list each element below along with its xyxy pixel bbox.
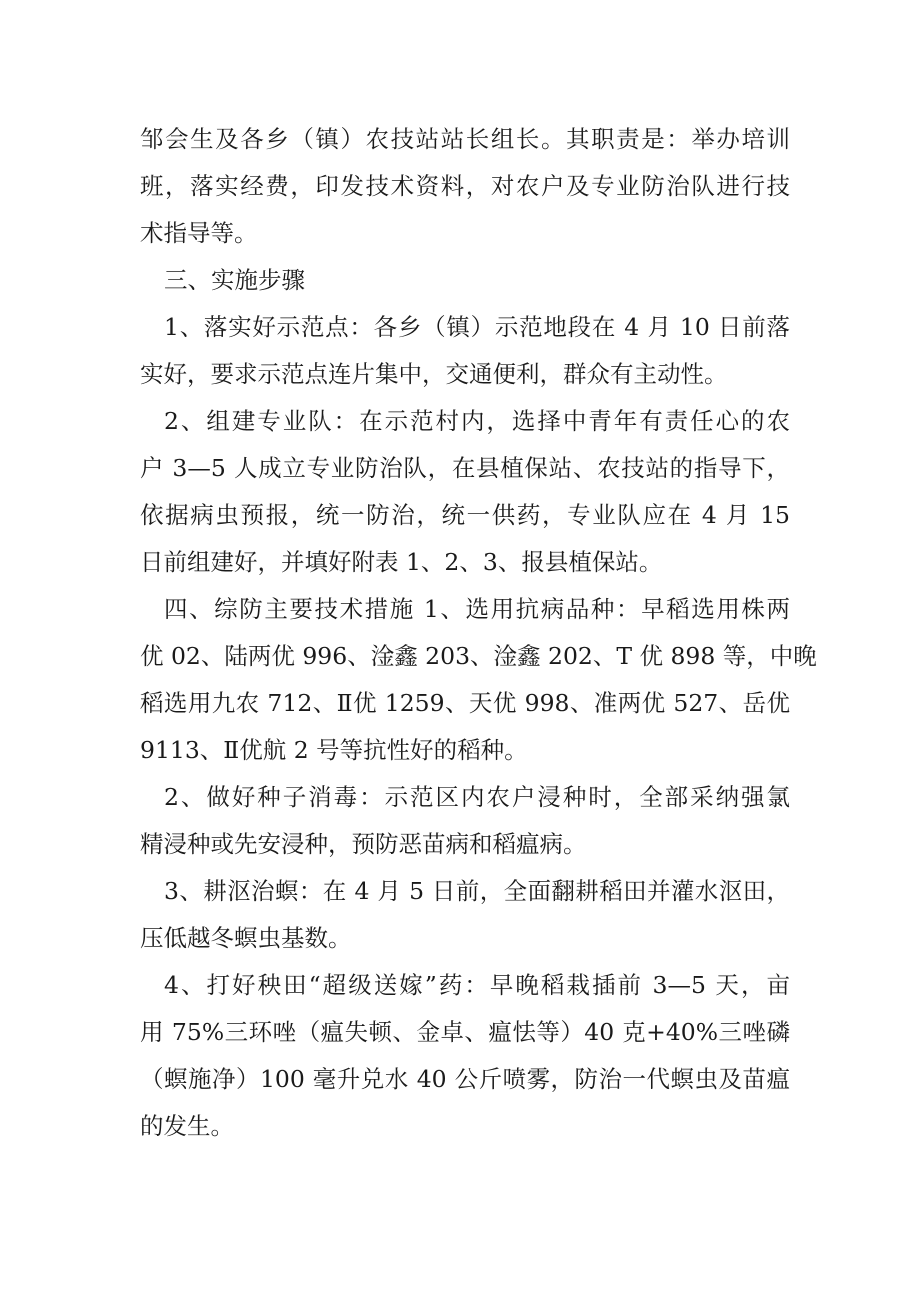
text-line: 实好，要求示范点连片集中，交通便利，群众有主动性。 <box>140 360 728 388</box>
text-line: 优 02、陆两优 996、淦鑫 203、淦鑫 202、T 优 898 等，中晚 <box>140 642 817 670</box>
text-line: （螟施净）100 毫升兑水 40 公斤喷雾，防治一代螟虫及苗瘟 <box>140 1065 790 1093</box>
text-line: 3、耕沤治螟：在 4 月 5 日前，全面翻耕稻田并灌水沤田， <box>164 877 790 905</box>
text-line: 依据病虫预报，统一防治，统一供药，专业队应在 4 月 15 <box>140 501 790 529</box>
text-line: 精浸种或先安浸种，预防恶苗病和稻瘟病。 <box>140 830 587 858</box>
text-line: 稻选用九农 712、Ⅱ优 1259、天优 998、准两优 527、岳优 <box>140 689 790 717</box>
text-line: 用 75%三环唑（瘟失顿、金卓、瘟怯等）40 克+40%三唑磷 <box>140 1018 790 1046</box>
section-heading: 三、实施步骤 <box>164 266 305 294</box>
text-line: 2、组建专业队：在示范村内，选择中青年有责任心的农 <box>164 407 790 435</box>
text-line: 邹会生及各乡（镇）农技站站长组长。其职责是：举办培训 <box>140 125 790 153</box>
text-line: 班，落实经费，印发技术资料，对农户及专业防治队进行技 <box>140 172 790 200</box>
section-heading: 四、综防主要技术措施 1、选用抗病品种：早稻选用株两 <box>164 595 790 623</box>
text-line: 术指导等。 <box>140 219 258 247</box>
text-line: 的发生。 <box>140 1112 234 1140</box>
text-line: 9113、Ⅱ优航 2 号等抗性好的稻种。 <box>140 736 528 764</box>
text-line: 日前组建好，并填好附表 1、2、3、报县植保站。 <box>140 548 663 576</box>
text-line: 2、做好种子消毒：示范区内农户浸种时，全部采纳强氯 <box>164 783 790 811</box>
text-line: 压低越冬螟虫基数。 <box>140 924 352 952</box>
text-line: 4、打好秧田“超级送嫁”药：早晚稻栽插前 3—5 天，亩 <box>164 971 790 999</box>
text-line: 1、落实好示范点：各乡（镇）示范地段在 4 月 10 日前落 <box>164 313 790 341</box>
document-body <box>140 116 817 1150</box>
text-line: 户 3—5 人成立专业防治队，在县植保站、农技站的指导下， <box>140 454 790 482</box>
